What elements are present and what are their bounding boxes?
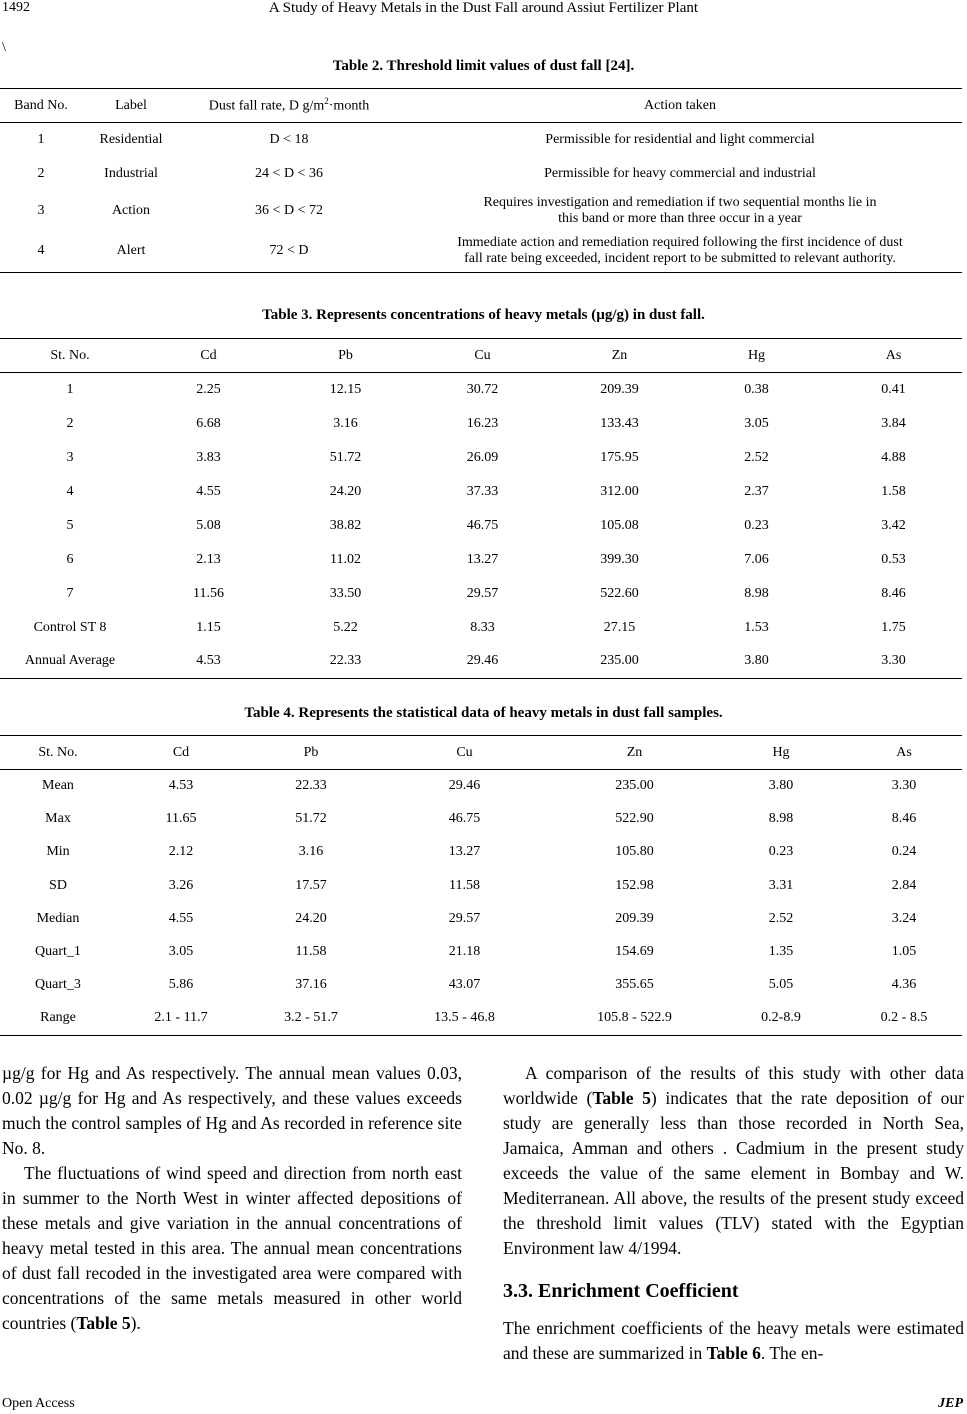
table3-cell: 8.46 xyxy=(881,585,906,601)
table4-cell: 0.23 xyxy=(768,844,794,860)
table3-cell: 133.43 xyxy=(600,415,639,431)
table4-caption: Table 4. Represents the statistical data of heavy metals in dust fall samples. xyxy=(244,705,723,721)
table3-cell: 29.57 xyxy=(466,585,499,601)
right-paragraph-2-end: . The en- xyxy=(760,1343,824,1363)
table4-header-cell: St. No. xyxy=(38,744,78,760)
table3-cell: 8.33 xyxy=(470,619,495,635)
table2-action-cell xyxy=(398,123,962,157)
table3-header-cell: St. No. xyxy=(50,347,90,363)
table3-cell: 6.68 xyxy=(196,415,221,431)
table4-cell: 0.2-8.9 xyxy=(761,1010,801,1026)
table3-cell: 4.53 xyxy=(196,653,221,669)
table2-action-line: Permissible for residential and light commercial xyxy=(545,131,815,147)
table2-band-cell: 1 xyxy=(37,131,45,147)
table4-cell: 11.58 xyxy=(295,944,327,960)
right-paragraph-1 xyxy=(503,1061,964,1261)
table2-action-line: fall rate being exceeded, incident report to be submitted to relevant authority. xyxy=(464,251,896,267)
table3-cell: 3.16 xyxy=(333,415,358,431)
table2-header-label: Label xyxy=(115,97,147,113)
table3-header-row xyxy=(0,339,962,373)
table3-cell: 3.83 xyxy=(196,449,221,465)
table2-caption: Table 2. Threshold limit values of dust fall [24]. xyxy=(332,58,635,74)
section-title: 3.3. Enrichment Coefficient xyxy=(503,1280,739,1302)
table4-cell: Max xyxy=(45,811,71,827)
table2-row xyxy=(0,231,962,273)
table5-ref: Table 5 xyxy=(76,1313,131,1333)
right-column xyxy=(503,1061,964,1366)
table3-cell: 8.98 xyxy=(744,585,769,601)
table4-cell: 37.16 xyxy=(295,977,327,993)
table4-cell: 11.65 xyxy=(165,811,197,827)
table3-cell: 0.53 xyxy=(881,551,906,567)
table4-cell: 2.84 xyxy=(891,877,917,893)
table2-action-line: Permissible for heavy commercial and industrial xyxy=(544,165,816,181)
table4-cell: 4.55 xyxy=(168,910,194,926)
table2-action-cell xyxy=(398,231,962,273)
table3-row xyxy=(0,475,962,509)
table3-cell: 26.09 xyxy=(466,449,499,465)
table4-cell: Range xyxy=(40,1010,76,1026)
table4-cell: 355.65 xyxy=(615,977,654,993)
table3-cell: 2 xyxy=(66,415,74,431)
table3-cell: 522.60 xyxy=(600,585,639,601)
table3-row xyxy=(0,645,962,679)
table4-header-cell: Hg xyxy=(772,744,790,760)
running-title: A Study of Heavy Metals in the Dust Fall around Assiut Fertilizer Plant xyxy=(268,0,699,16)
table2-row xyxy=(0,191,962,231)
table3-cell: 105.08 xyxy=(600,517,639,533)
table2-row xyxy=(0,157,962,191)
left-column xyxy=(2,1061,462,1336)
table3-header-cell: Pb xyxy=(338,347,353,363)
table3-caption: Table 3. Represents concentrations of heavy metals (µg/g) in dust fall. xyxy=(262,307,705,323)
table4-row xyxy=(0,1002,962,1035)
table4-row xyxy=(0,969,962,1002)
table4-cell: 152.98 xyxy=(615,877,654,893)
table4-header-cell: Pb xyxy=(303,744,319,760)
table2-header-rate-text: Dust fall rate, D g/m xyxy=(208,98,325,114)
table4-cell: 29.57 xyxy=(448,910,481,926)
table4-row xyxy=(0,836,962,869)
table3-cell: 16.23 xyxy=(466,415,499,431)
table2-header-rate xyxy=(180,89,398,123)
table4-header-cell: Cu xyxy=(456,744,473,760)
table3-header-cell: As xyxy=(885,347,902,363)
table3-cell: 0.41 xyxy=(881,381,906,397)
table3-cell: 51.72 xyxy=(329,449,362,465)
table4-cell: 0.2 - 8.5 xyxy=(880,1010,928,1026)
table4-header-row xyxy=(0,736,962,770)
table2-rate-cell: 72 < D xyxy=(269,243,309,259)
table4-cell: 3.24 xyxy=(891,910,917,926)
table4-cell: 21.18 xyxy=(448,944,481,960)
table4-row xyxy=(0,803,962,836)
table3-cell: 5 xyxy=(66,517,74,533)
table3-cell: 5.22 xyxy=(333,619,358,635)
table3-cell: 37.33 xyxy=(466,483,499,499)
table4-header-cell: Cd xyxy=(172,744,190,760)
table3-cell: Annual Average xyxy=(24,653,116,669)
right-paragraph-2-text: The enrichment coefficients of the heavy metals were estimated and these are summarized in xyxy=(503,1318,964,1363)
right-paragraph-1-text: A comparison of the results of this study with other data worldwide ( xyxy=(503,1063,964,1108)
table3-cell: 27.15 xyxy=(603,619,636,635)
table2 xyxy=(0,88,962,273)
table6-ref: Table 6 xyxy=(706,1343,761,1363)
table3-cell: 3.42 xyxy=(881,517,906,533)
table4-cell: Mean xyxy=(42,778,74,794)
table3-cell: Control ST 8 xyxy=(33,619,107,635)
table3-cell: 11.02 xyxy=(330,551,361,567)
table4-cell: 2.1 - 11.7 xyxy=(154,1010,208,1026)
table3-row xyxy=(0,441,962,475)
table2-label-cell: Residential xyxy=(99,131,163,147)
table2-header-row xyxy=(0,89,962,123)
table4-row xyxy=(0,869,962,902)
table4-cell: 1.05 xyxy=(891,944,917,960)
table4-cell: 3.80 xyxy=(768,778,794,794)
table4-cell: 8.98 xyxy=(768,811,794,827)
table4-header-cell: As xyxy=(896,744,912,760)
table3-cell: 29.46 xyxy=(466,653,499,669)
table4-cell: 22.33 xyxy=(295,778,327,794)
table4-cell: 11.58 xyxy=(449,877,480,893)
table4-cell: 2.12 xyxy=(168,844,194,860)
stray-mark: \ xyxy=(2,40,6,55)
table2-action-line: Requires investigation and remediation if two sequential months lie in xyxy=(483,194,877,210)
table4-row xyxy=(0,770,962,803)
table3-cell: 4.55 xyxy=(196,483,221,499)
table5-ref-right: Table 5 xyxy=(592,1088,651,1108)
table3-cell: 4.88 xyxy=(881,449,906,465)
table3-cell: 7 xyxy=(66,585,74,601)
table3-cell: 0.38 xyxy=(744,381,769,397)
footer-open-access: Open Access xyxy=(2,1396,75,1411)
table3-header-cell: Cd xyxy=(200,347,217,363)
table3-cell: 0.23 xyxy=(744,517,769,533)
left-paragraph-1: µg/g for Hg and As respectively. The annual mean values 0.03, 0.02 µg/g for Hg and As respectively, and these values exceeds much the control samples of Hg and As recorded in reference site No. 8. xyxy=(2,1063,462,1158)
table4-cell: 0.24 xyxy=(891,844,917,860)
table3-cell: 12.15 xyxy=(329,381,362,397)
table3-cell: 6 xyxy=(66,551,74,567)
table4-cell: 8.46 xyxy=(891,811,917,827)
table3-cell: 1.75 xyxy=(881,619,906,635)
table4-cell: Min xyxy=(46,844,70,860)
table2-action-line: Immediate action and remediation required following the first incidence of dust xyxy=(457,235,903,251)
table4-header-cell: Zn xyxy=(626,744,643,760)
table2-label-cell: Industrial xyxy=(104,165,158,181)
table4-cell: 3.16 xyxy=(298,844,324,860)
table2-action-line: this band or more than three occur in a year xyxy=(558,210,802,226)
table3-header-cell: Cu xyxy=(474,347,491,363)
footer-journal: JEP xyxy=(938,1396,963,1411)
table3-row xyxy=(0,373,962,407)
table4-cell: 29.46 xyxy=(448,778,481,794)
table4-cell: 5.86 xyxy=(168,977,194,993)
table4-cell: 522.90 xyxy=(615,811,654,827)
table4-cell: Quart_1 xyxy=(35,944,81,960)
table3-cell: 399.30 xyxy=(600,551,639,567)
table2-band-cell: 4 xyxy=(37,243,45,259)
table2-rate-cell: 24 < D < 36 xyxy=(255,165,323,181)
left-paragraph-2-end: ). xyxy=(130,1313,141,1333)
table3-header-cell: Zn xyxy=(611,347,628,363)
table4-cell: 3.26 xyxy=(168,877,194,893)
table4-cell: SD xyxy=(49,877,67,893)
table3-cell: 209.39 xyxy=(600,381,639,397)
table3-cell: 3.80 xyxy=(744,653,769,669)
table3-cell: 38.82 xyxy=(329,517,362,533)
right-paragraph-2 xyxy=(503,1316,964,1366)
table3-cell: 46.75 xyxy=(466,517,499,533)
table4-cell: 3.31 xyxy=(768,877,794,893)
table2-label-cell: Action xyxy=(111,202,151,218)
table4-cell: 105.8 - 522.9 xyxy=(597,1010,672,1026)
table3-cell: 1.15 xyxy=(196,619,221,635)
table3-cell: 1.53 xyxy=(744,619,769,635)
table3-cell: 3 xyxy=(66,449,74,465)
table3-cell: 11.56 xyxy=(193,585,224,601)
table4-cell: 3.05 xyxy=(168,944,194,960)
table3-cell: 30.72 xyxy=(466,381,499,397)
table2-band-cell: 2 xyxy=(37,165,45,181)
table3-cell: 24.20 xyxy=(329,483,362,499)
table3 xyxy=(0,338,962,679)
table4-cell: 51.72 xyxy=(295,811,327,827)
table4-cell: 5.05 xyxy=(768,977,794,993)
table4-row xyxy=(0,935,962,968)
table3-cell: 2.52 xyxy=(744,449,769,465)
page-number: 1492 xyxy=(2,0,30,15)
table2-band-cell: 3 xyxy=(37,202,45,218)
table3-cell: 2.13 xyxy=(196,551,221,567)
table4-cell: 4.53 xyxy=(168,778,194,794)
table4 xyxy=(0,735,962,1036)
table4-cell: 1.35 xyxy=(768,944,794,960)
table3-cell: 22.33 xyxy=(329,653,362,669)
table2-header-band: Band No. xyxy=(14,97,68,113)
table2-header-rate-sup: 2 xyxy=(324,96,329,107)
table4-cell: 3.2 - 51.7 xyxy=(284,1010,338,1026)
table3-cell: 33.50 xyxy=(329,585,362,601)
table3-cell: 7.06 xyxy=(744,551,769,567)
table3-row xyxy=(0,543,962,577)
left-paragraph-2-text: The fluctuations of wind speed and direction from north east in summer to the North West in winter affected depositions of these metals and give variation in the annual concentrations of heavy metal tested in this area. The annual mean concentrations of dust fall recoded in the investigated area were compared with concentrations of the same metals measured in other world countries ( xyxy=(2,1163,462,1333)
table4-cell: Quart_3 xyxy=(35,977,81,993)
table3-row xyxy=(0,577,962,611)
table3-cell: 1.58 xyxy=(881,483,906,499)
table3-cell: 5.08 xyxy=(196,517,221,533)
table2-row xyxy=(0,123,962,157)
table3-cell: 1 xyxy=(66,381,74,397)
table4-cell: 235.00 xyxy=(615,778,654,794)
table3-cell: 235.00 xyxy=(600,653,639,669)
table3-cell: 13.27 xyxy=(466,551,499,567)
table2-rate-cell: D < 18 xyxy=(269,131,309,147)
table4-cell: 105.80 xyxy=(615,844,654,860)
table4-cell: 46.75 xyxy=(448,811,481,827)
table4-cell: 24.20 xyxy=(295,910,327,926)
table3-cell: 3.05 xyxy=(744,415,769,431)
table3-cell: 3.30 xyxy=(881,653,906,669)
table3-row xyxy=(0,509,962,543)
table2-rate-cell: 36 < D < 72 xyxy=(255,202,323,218)
table4-cell: 2.52 xyxy=(768,910,794,926)
table3-row xyxy=(0,407,962,441)
table2-label-cell: Alert xyxy=(116,243,146,259)
table3-header-cell: Hg xyxy=(747,347,766,363)
table3-cell: 4 xyxy=(66,483,74,499)
left-paragraph-2 xyxy=(2,1161,462,1336)
table3-cell: 3.84 xyxy=(881,415,906,431)
table4-cell: 3.30 xyxy=(891,778,917,794)
table2-header-rate-unit: ·month xyxy=(328,98,370,114)
table4-cell: 209.39 xyxy=(615,910,654,926)
right-paragraph-1-end: ) indicates that the rate deposition of our study are generally less than those recorded in North Sea, Jamaica, Amman and others . Cadmium in the present study exceeds the value of the same element in Bombay and W. Mediterranean. All above, the results of the present study exceed the threshold limit values (TLV) stated with the Egyptian Environment law 4/1994. xyxy=(503,1088,964,1258)
table4-cell: 4.36 xyxy=(891,977,917,993)
table4-cell: 43.07 xyxy=(448,977,481,993)
table4-cell: 154.69 xyxy=(615,944,654,960)
table4-cell: 13.27 xyxy=(448,844,481,860)
table4-cell: 13.5 - 46.8 xyxy=(434,1010,495,1026)
table4-cell: 17.57 xyxy=(295,877,327,893)
table4-row xyxy=(0,902,962,935)
table2-header-action: Action taken xyxy=(644,97,716,113)
table4-cell: Median xyxy=(36,910,80,926)
table3-cell: 175.95 xyxy=(600,449,639,465)
table2-action-cell xyxy=(398,157,962,191)
table3-cell: 2.25 xyxy=(196,381,221,397)
table3-cell: 2.37 xyxy=(744,483,769,499)
table3-cell: 312.00 xyxy=(600,483,639,499)
table2-action-cell xyxy=(398,191,962,231)
table3-row xyxy=(0,611,962,645)
